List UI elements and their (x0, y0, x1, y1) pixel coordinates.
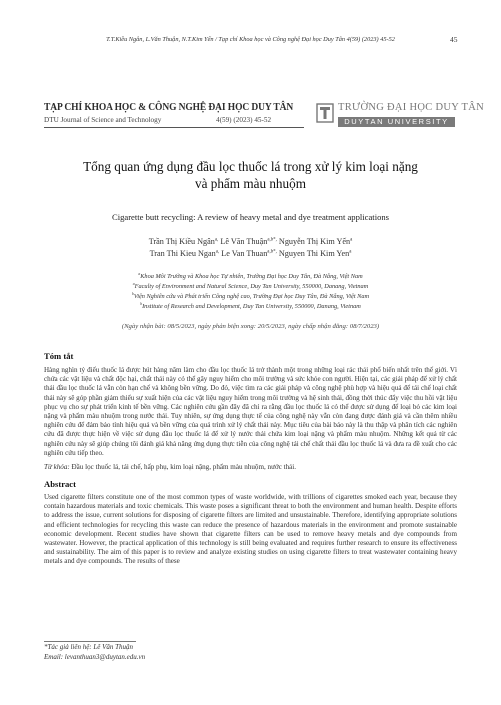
affiliation-text: Faculty of Environment and Natural Science, Duy Tan University, 550000, Danang, Vietnam (134, 283, 369, 290)
author-name: Nguyen Thi Kim Yen (278, 249, 350, 258)
author-name: Trần Thị Kiều Ngân (148, 237, 215, 246)
article-title-vn (40, 158, 461, 192)
footnote-divider (44, 641, 136, 642)
author-superscript: a, (214, 237, 219, 243)
author-name: Lê Văn Thuận (220, 237, 268, 246)
corresponding-email: Email: levanthuan3@duytan.edu.vn (44, 653, 146, 661)
affiliation-superscript: b (140, 301, 143, 306)
running-header: T.T.Kiều Ngân, L.Văn Thuận, N.T.Kim Yến / Tạp chí Khoa học và Công nghệ Đại học Duy Tân 4(59) (2023) 45-52 (106, 36, 395, 43)
authors-en (40, 249, 461, 258)
journal-title: TẠP CHÍ KHOA HỌC & CÔNG NGHỆ ĐẠI HỌC DUY TÂN (44, 102, 294, 113)
author-name: Nguyễn Thị Kim Yến (278, 237, 351, 246)
keywords-text: Đầu lọc thuốc lá, tái chế, hấp phụ, kim loại nặng, phẩm màu nhuộm, nước thải. (71, 463, 297, 471)
abstract-heading: Abstract (44, 479, 76, 489)
affiliation-superscript: b (131, 291, 134, 296)
submission-dates: (Ngày nhận bài: 08/5/2023, ngày phản biện xong: 20/5/2023, ngày chấp nhận đăng: 08/7/2023) (121, 323, 380, 330)
affiliation (40, 293, 461, 300)
author-superscript: a,b*, (267, 249, 277, 255)
author-superscript: a (350, 237, 353, 243)
authors-vn (40, 237, 461, 246)
abstract-body: Used cigarette filters constitute one of the most common types of waste worldwide, with trillions of cigarettes smoked each year, because they contain hazardous materials and toxic chemicals. This waste poses a significant threat to both the environment and human health. Despite efforts to address the issue, current solutions for disposing of cigarette filters are limited and unsustainable. Therefore, identifying appropriate solutions and efficient technologies for recycling this waste can reduce the presence of hazardous materials in the environment and promote sustainable economic development. Recent studies have shown that cigarette filters can be used to remove heavy metals and dye compounds from wastewater. However, the practical application of this technology is still being evaluated and requires further research to ensure its effectiveness and sustainability. The aim of this paper is to review and analyze existing studies on using cigarette filters to treat wastewater containing heavy metals and dye compounds. The results of these (44, 493, 457, 566)
journal-subtitle: DTU Journal of Science and Technology (44, 116, 162, 124)
header-divider (44, 127, 304, 128)
keywords-label: Từ khóa: (44, 463, 70, 471)
affiliation-superscript: a (138, 271, 141, 276)
author-name: Le Van Thuan (221, 249, 268, 258)
affiliation (40, 283, 461, 290)
article-title-en: Cigarette butt recycling: A review of heavy metal and dye treatment applications (111, 212, 390, 222)
page-number: 45 (450, 35, 458, 44)
summary-heading: Tóm tắt (44, 351, 74, 361)
affiliation-superscript: a (132, 281, 135, 286)
author-superscript: a, (215, 249, 220, 255)
affiliation (40, 303, 461, 310)
affiliation (40, 273, 461, 280)
article-title-vn-line2: và phẩm màu nhuộm (195, 176, 306, 191)
affiliation-text: Viện Nghiên cứu và Phát triển Công nghệ cao, Trường Đại học Duy Tân, Đà Nẵng, Việt Nam (133, 293, 370, 300)
affiliation-text: Institute of Research and Development, Duy Tan University, 550000, Danang, Vietnam (142, 303, 361, 310)
corresponding-author: *Tác giả liên hệ: Lê Văn Thuận (44, 643, 134, 651)
university-name-vn: TRƯỜNG ĐẠI HỌC DUY TÂN (338, 102, 484, 113)
author-superscript: a (349, 249, 352, 255)
author-superscript: a,b*, (267, 237, 277, 243)
affiliation-text: Khoa Môi Trường và Khoa học Tự nhiên, Trường Đại học Duy Tân, Đà Nẵng, Việt Nam (140, 273, 363, 280)
keywords (44, 463, 457, 471)
article-title-vn-line1: Tổng quan ứng dụng đầu lọc thuốc lá trong xử lý kim loại nặng (83, 159, 418, 174)
duy-tan-logo-icon (316, 103, 334, 123)
journal-issue: 4(59) (2023) 45-52 (216, 116, 272, 124)
author-name: Tran Thi Kieu Ngan (149, 249, 216, 258)
summary-body: Hàng nghìn tỷ điếu thuốc lá được hút hàng năm làm cho đầu lọc thuốc lá trở thành một trong những loại rác thải phổ biến nhất trên thế giới. Vì chứa các vật liệu và chất độc hại, chất thải này có thể gây nguy hiểm cho môi trường và sức khỏe con người. Hiện tại, các giải pháp để xử lý chất thải đầu lọc thuốc lá vẫn còn hạn chế và không bền vững. Do đó, việc tìm ra các giải pháp và công nghệ phù hợp và hiệu quả để tái chế loại chất thải này sẽ góp phần giảm thiểu sự xuất hiện của các vật liệu nguy hiểm trong môi trường và hệ sinh thái, đồng thời thúc đẩy việc thu hồi vật liệu phục vụ cho sự phát triển kinh tế bền vững. Các nghiên cứu gần đây đã chỉ ra rằng đầu lọc thuốc lá có thể được sử dụng để loại bỏ các kim loại nặng và phẩm màu nhuộm trong nước thải. Tuy nhiên, sự ứng dụng thực tế của công nghệ này vẫn còn đang được đánh giá và cần thêm nhiều nghiên cứu để đảm bảo tính hiệu quả và bền vững của quá trình xử lý chất thải này. Mục tiêu của bài báo này là thu thập và phân tích các nghiên cứu đã được thực hiện về việc sử dụng đầu lọc thuốc lá để xử lý nước thải chứa kim loại nặng và phẩm màu nhuộm. Những kết quả từ các nghiên cứu này sẽ giúp chúng tôi đánh giá khả năng ứng dụng thực tiễn của công nghệ tái chế chất thải đầu lọc thuốc lá và đưa ra đề xuất cho các nghiên cứu tiếp theo. (44, 366, 457, 457)
university-name-en: DUYTAN UNIVERSITY (344, 117, 449, 126)
